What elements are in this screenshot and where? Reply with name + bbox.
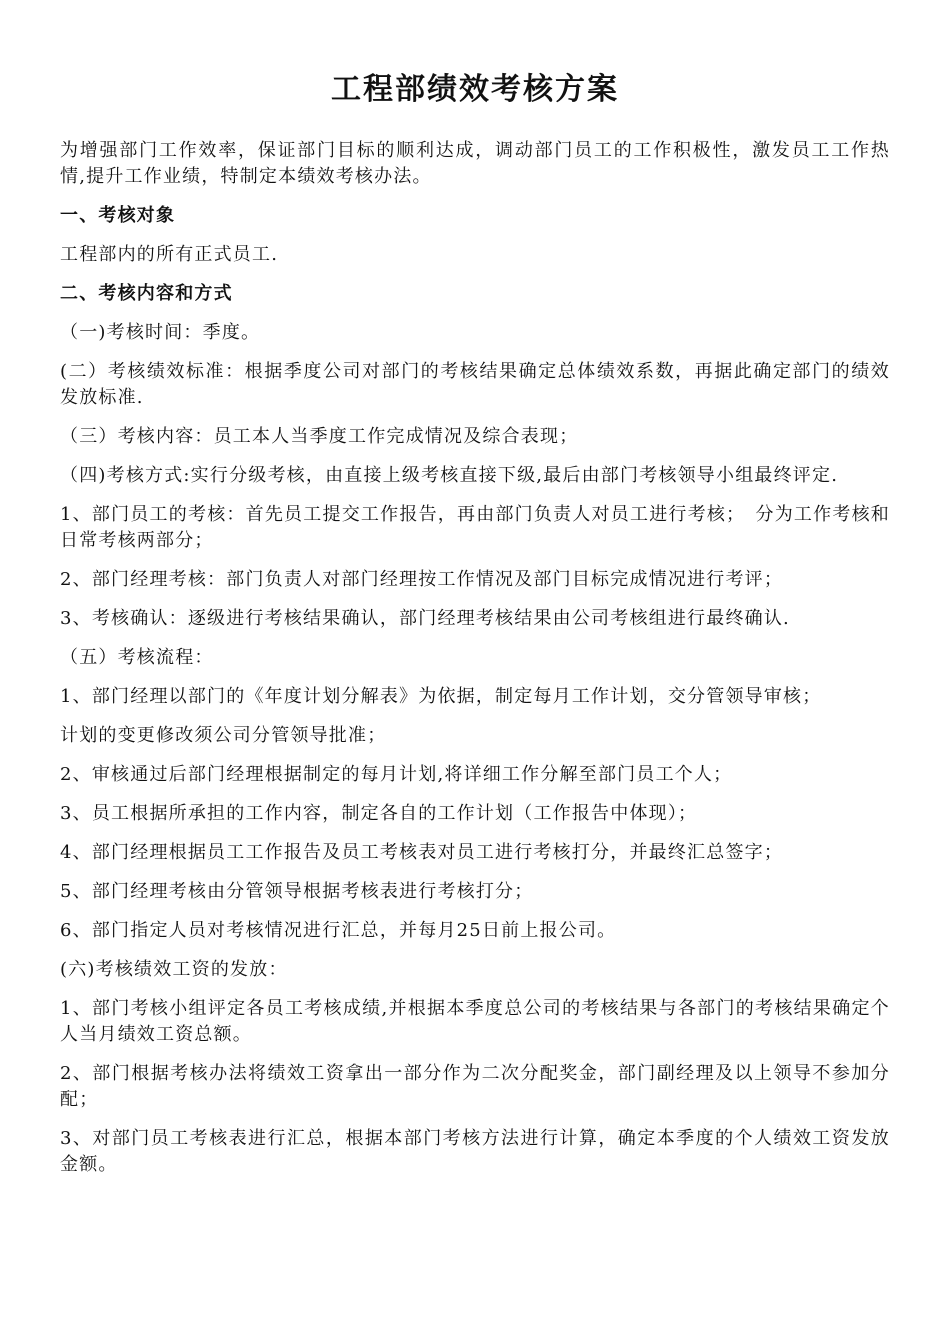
intro-paragraph: 为增强部门工作效率，保证部门目标的顺利达成，调动部门员工的工作积极性，激发员工工作热情,提升工作业绩，特制定本绩效考核办法。 [60,140,890,187]
paragraph-performance-standard: (二）考核绩效标准：根据季度公司对部门的考核结果确定总体绩效系数，再据此确定部门的绩效发放标准. [60,361,890,408]
paragraph-assessment-method: （四)考核方式:实行分级考核，由直接上级考核直接下级,最后由部门考核领导小组最终评定. [60,465,839,486]
paragraph-assessment-confirmation: 3、考核确认：逐级进行考核结果确认，部门经理考核结果由公司考核组进行最终确认. [60,608,790,629]
paragraph-process-step-1: 1、部门经理以部门的《年度计划分解表》为依据，制定每月工作计划，交分管领导审核； [60,686,822,707]
paragraph-payment-step-1: 1、部门考核小组评定各员工考核成绩,并根据本季度总公司的考核结果与各部门的考核结果确定个人当月绩效工资总额。 [60,998,890,1045]
paragraph-payment-heading: (六)考核绩效工资的发放： [60,959,288,980]
paragraph-assessment-time: （一)考核时间：季度。 [60,322,261,343]
document-title: 工程部绩效考核方案 [331,72,619,107]
section-heading-content-method: 二、考核内容和方式 [60,283,233,304]
paragraph-process-heading: （五）考核流程： [60,647,214,668]
paragraph-payment-step-3: 3、对部门员工考核表进行汇总，根据本部门考核方法进行计算，确定本季度的个人绩效工资发放金额。 [60,1128,890,1175]
section-heading-targets: 一、考核对象 [60,205,176,226]
paragraph-process-step-6: 6、部门指定人员对考核情况进行汇总，并每月25日前上报公司。 [60,920,617,941]
paragraph-payment-step-2: 2、部门根据考核办法将绩效工资拿出一部分作为二次分配奖金，部门副经理及以上领导不参加分配； [60,1063,890,1110]
paragraph-assessment-content: （三）考核内容：员工本人当季度工作完成情况及综合表现； [60,426,579,447]
paragraph-staff-assessment: 1、部门员工的考核：首先员工提交工作报告，再由部门负责人对员工进行考核； 分为工作考核和日常考核两部分； [60,504,890,551]
section-text-targets: 工程部内的所有正式员工. [60,244,279,265]
paragraph-process-step-2: 2、审核通过后部门经理根据制定的每月计划,将详细工作分解至部门员工个人； [60,764,733,785]
paragraph-process-step-4: 4、部门经理根据员工工作报告及员工考核表对员工进行考核打分，并最终汇总签字； [60,842,784,863]
paragraph-plan-change: 计划的变更修改须公司分管领导批准； [60,725,387,746]
paragraph-manager-assessment: 2、部门经理考核：部门负责人对部门经理按工作情况及部门目标完成情况进行考评； [60,569,784,590]
paragraph-process-step-3: 3、员工根据所承担的工作内容，制定各自的工作计划（工作报告中体现）； [60,803,698,824]
paragraph-process-step-5: 5、部门经理考核由分管领导根据考核表进行考核打分； [60,881,534,902]
